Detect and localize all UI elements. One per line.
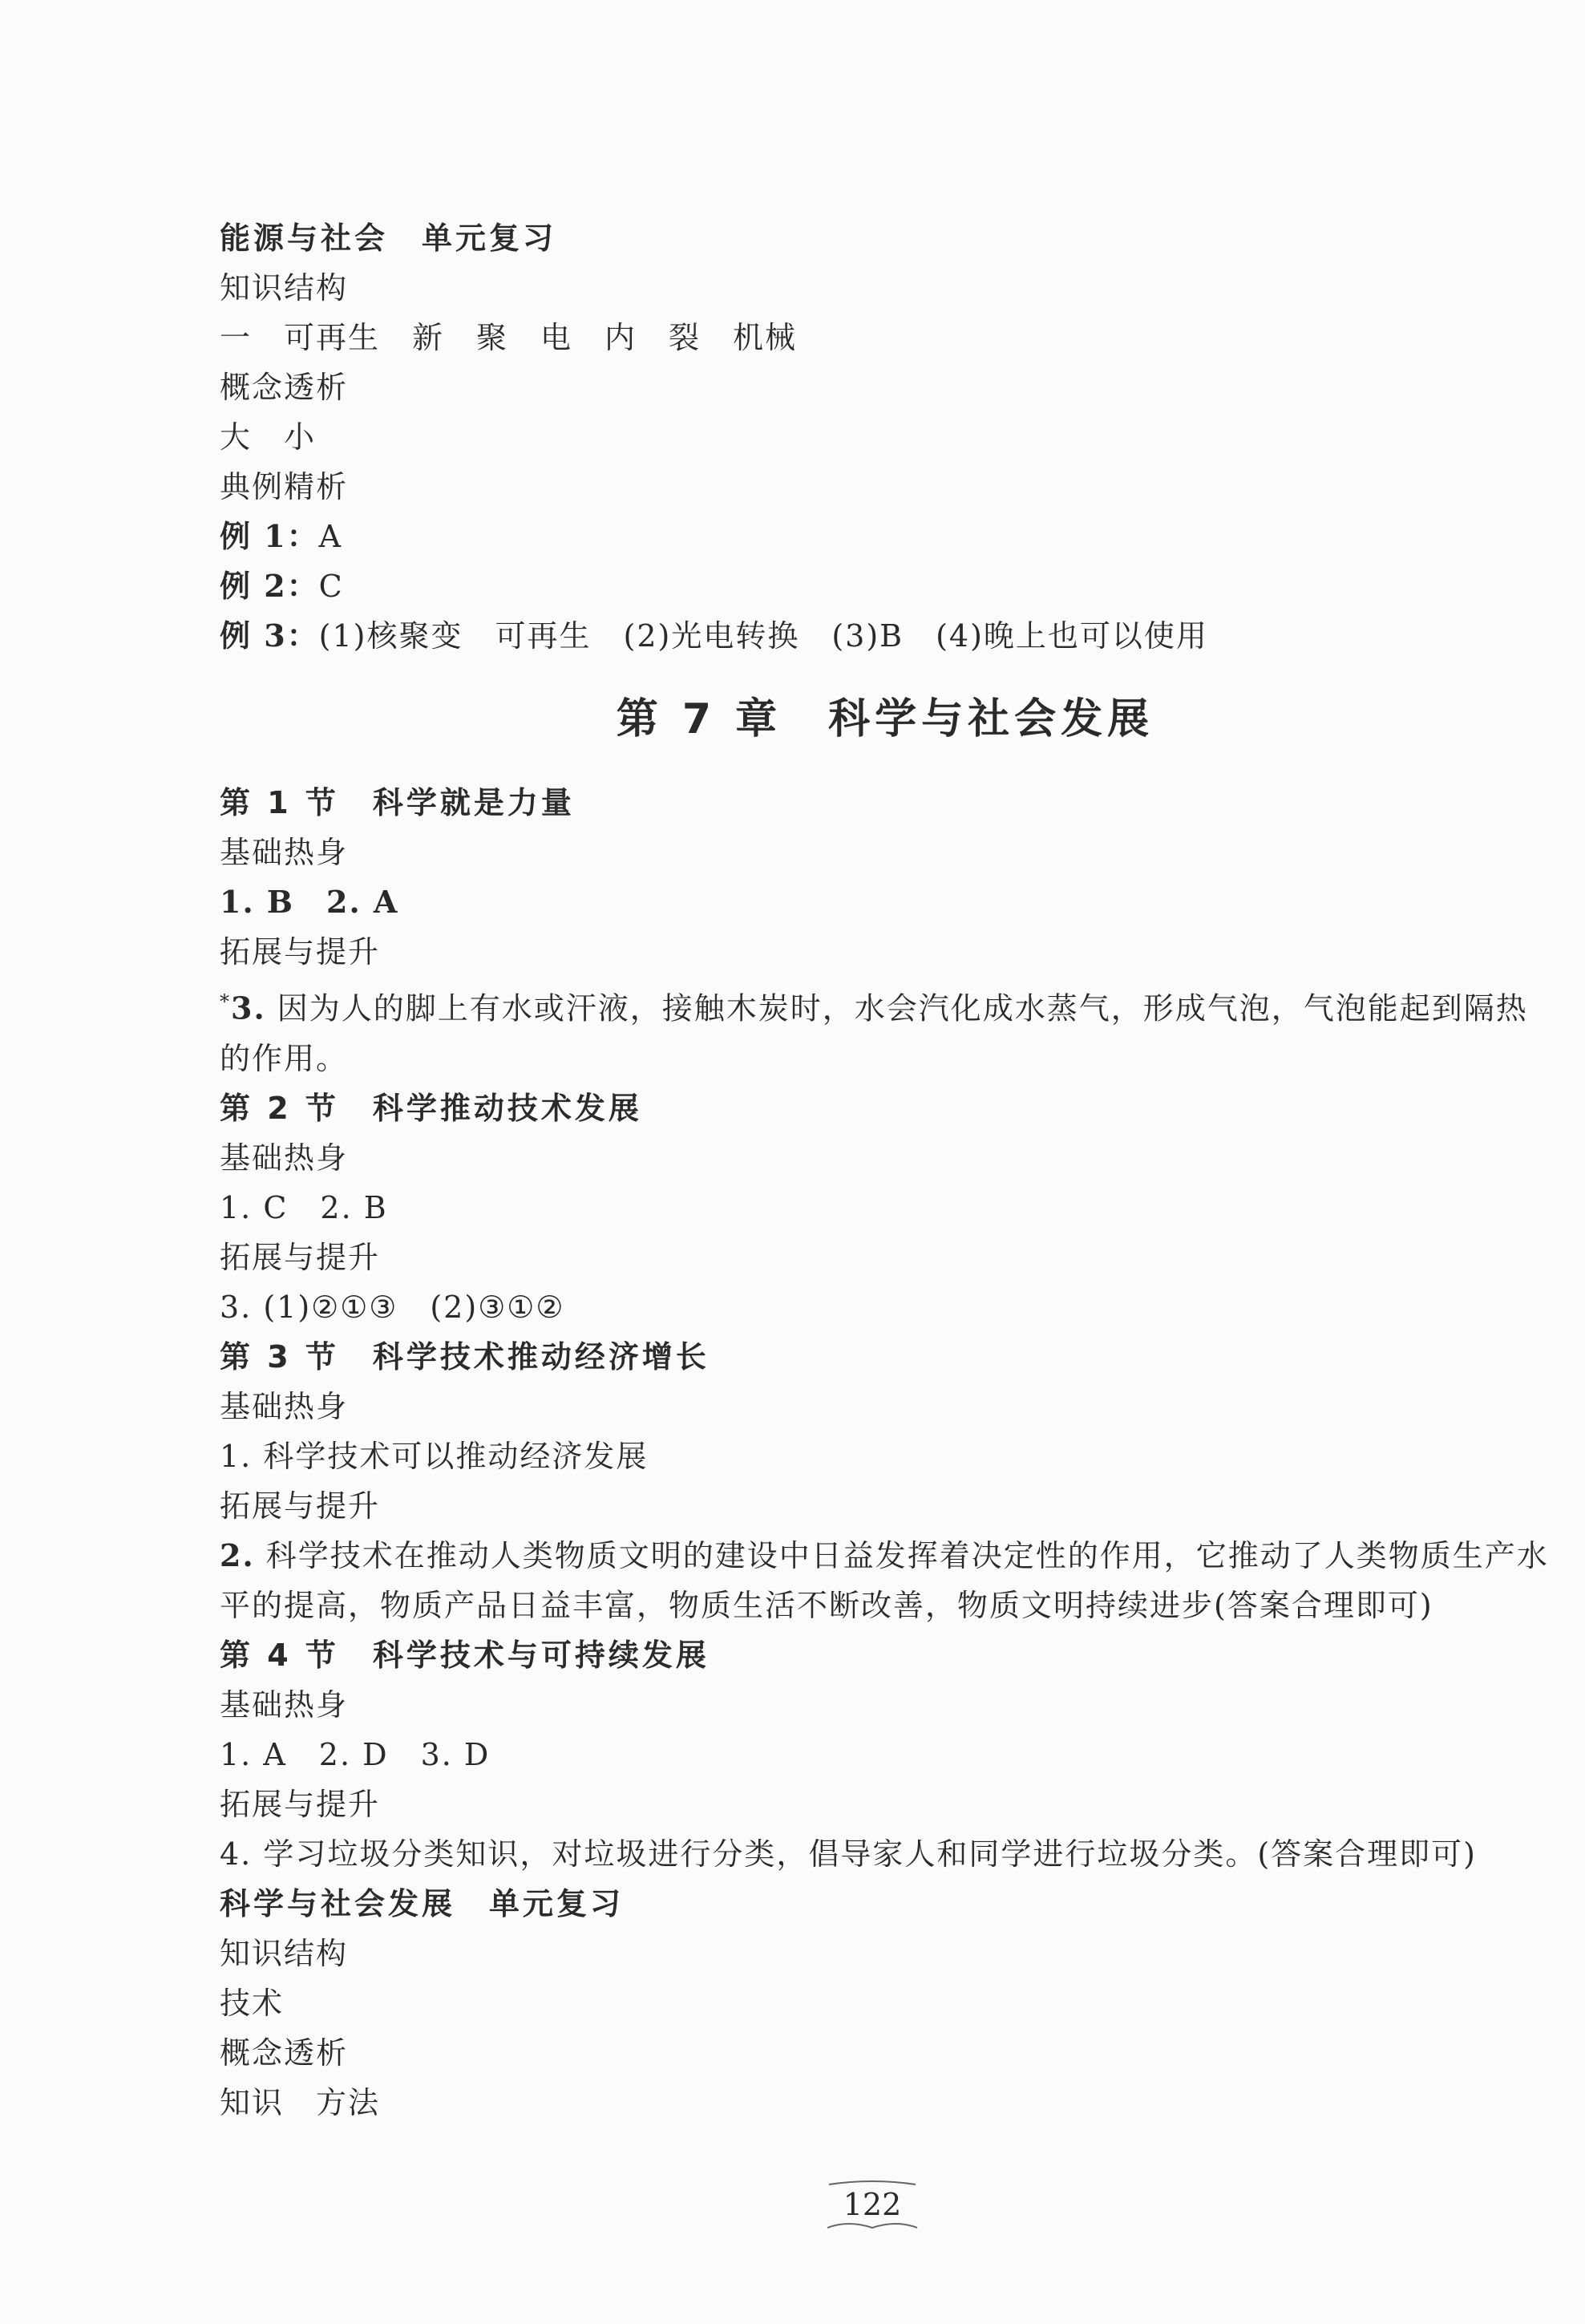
- section-4-basic-answers: 1. A 2. D 3. D: [220, 1736, 491, 1772]
- example-3: [220, 611, 1551, 661]
- example-2-answer: C: [318, 569, 344, 604]
- answer-text: 因为人的脚上有水或汗液，接触木炭时，水会汽化成水蒸气，形成气泡，气泡能起到隔热的作用。: [220, 990, 1528, 1076]
- example-1-answer: A: [318, 519, 343, 554]
- section-1-extend-answer: [220, 977, 1551, 1083]
- section-4-extend-answer: 4. 学习垃圾分类知识，对垃圾进行分类，倡导家人和同学进行垃圾分类。(答案合理即可): [220, 1836, 1477, 1872]
- section-3-extend-answer: [220, 1531, 1551, 1630]
- section-1-basic-answers: 1. B 2. A: [220, 884, 399, 920]
- section-2-title: 第 2 节 科学推动技术发展: [220, 1090, 642, 1126]
- example-3-num: 例 3：: [220, 617, 319, 654]
- section-4-extend-label: 拓展与提升: [220, 1786, 381, 1822]
- section-4-title: 第 4 节 科学技术与可持续发展: [220, 1637, 710, 1673]
- unit-review-2-knowledge-answer: 技术: [220, 1985, 285, 2021]
- example-2: [220, 561, 1551, 611]
- knowledge-structure-answer: 一 可再生 新 聚 电 内 裂 机械: [220, 320, 798, 355]
- question-number: 2.: [220, 1537, 255, 1573]
- example-label: 典例精析: [220, 469, 349, 504]
- concept-label: 概念透析: [220, 370, 349, 405]
- example-1-num: 例 1：: [220, 518, 319, 554]
- example-2-num: 例 2：: [220, 568, 319, 604]
- concept-answer: 大 小: [220, 419, 317, 455]
- knowledge-structure-label: 知识结构: [220, 270, 349, 306]
- unit-review-2-title: 科学与社会发展 单元复习: [220, 1885, 625, 1921]
- section-3-basic-label: 基础热身: [220, 1388, 349, 1424]
- page-number: [824, 2178, 920, 2234]
- section-1-basic-label: 基础热身: [220, 835, 349, 870]
- chapter-title: 第 7 章 科学与社会发展: [616, 695, 1154, 743]
- unit-review-2-concept-label: 概念透析: [220, 2035, 349, 2071]
- answer-text: 科学技术在推动人类物质文明的建设中日益发挥着决定性的作用，它推动了人类物质生产水平的提高，物质产品日益丰富，物质生活不断改善，物质文明持续进步(答案合理即可): [220, 1537, 1549, 1623]
- page-number-text: 122: [843, 2187, 902, 2222]
- example-3-answer: (1)核聚变 可再生 (2)光电转换 (3)B (4)晚上也可以使用: [318, 618, 1208, 654]
- section-2-extend-label: 拓展与提升: [220, 1239, 381, 1275]
- section-3-basic-answers: 1. 科学技术可以推动经济发展: [220, 1438, 649, 1474]
- unit-review-2-concept-answer: 知识 方法: [220, 2084, 381, 2120]
- section-4-basic-label: 基础热身: [220, 1686, 349, 1723]
- section-1-extend-label: 拓展与提升: [220, 934, 381, 970]
- page-content: [220, 213, 1551, 2128]
- section-2-basic-answers: 1. C 2. B: [220, 1189, 388, 1225]
- section-3-extend-label: 拓展与提升: [220, 1488, 381, 1524]
- section-1-title: 第 1 节 科学就是力量: [220, 785, 575, 820]
- star-mark: *: [220, 990, 231, 1013]
- section-2-basic-label: 基础热身: [220, 1140, 349, 1176]
- section-3-title: 第 3 节 科学技术推动经济增长: [220, 1338, 710, 1375]
- unit-review-title: 能源与社会 单元复习: [220, 221, 557, 256]
- question-number: 3.: [231, 990, 266, 1026]
- example-1: [220, 512, 1551, 561]
- section-2-extend-answer: 3. (1)②①③ (2)③①②: [220, 1289, 565, 1325]
- unit-review-2-knowledge-label: 知识结构: [220, 1935, 349, 1971]
